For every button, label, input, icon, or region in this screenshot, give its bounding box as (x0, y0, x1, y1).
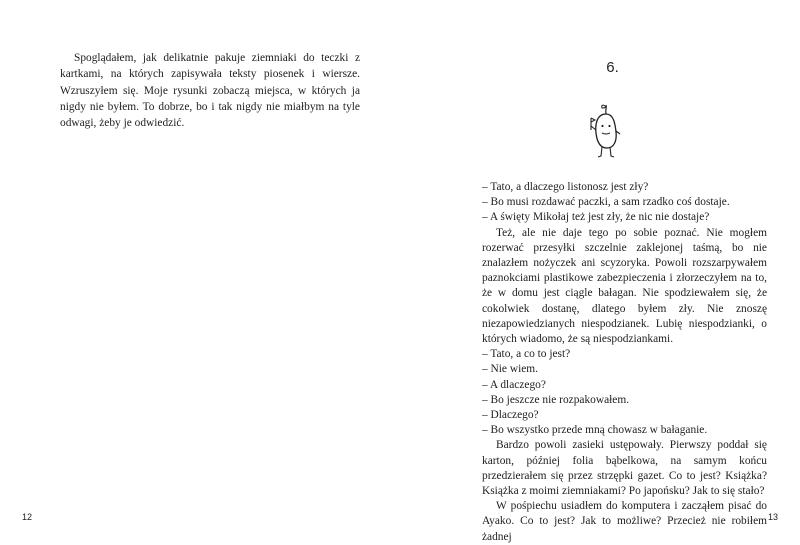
body-paragraph: Bardzo powoli zasieki ustępowały. Pierwszy poddał się karton, później folia bąbelkowa, na samym końcu przedzierałem się przez strzępki gazet. Co to jest? Książka? Książka z moimi ziemniakami? Po japońsku? Jak to się stało? (482, 439, 767, 498)
dialog-line: – Dlaczego? (482, 409, 539, 422)
right-page (400, 0, 800, 543)
potato-character-illustration (586, 100, 626, 164)
chapter-number: 6. (606, 59, 619, 76)
page-number-right: 13 (767, 512, 778, 522)
dialog-line: – A święty Mikołaj też jest zły, że nic nie dostaje? (482, 211, 710, 224)
dialog-line: – Tato, a dlaczego listonosz jest zły? (482, 181, 649, 193)
dialog-line: – Nie wiem. (482, 363, 538, 376)
body-paragraph: Też, ale nie daje tego po sobie poznać. Nie mogłem rozerwać przesyłki szczelnie zaklejonej taśmą, bo nie znalazłem nożyczek ani scyzoryka. Powoli rozszarpywałem paznokciami plastikowe zabezpieczenia i złorzeczyłem na to, że w domu jest ciągle bałagan. Nie spodziewałem się, że cokolwiek dostanę, dlatego byłem zły. Nie znoszę niezapowiedzianych niespodzianek. Lubię niespodzianki, o których wiadomo, że są niespodziankami. (482, 226, 767, 346)
left-page-text (60, 50, 360, 131)
body-paragraph: W pośpiechu usiadłem do komputera i zacząłem pisać do Ayako. Co to jest? Jak to możliwe? Przecież nie robiłem żadnej (482, 500, 767, 543)
dialog-line: – Bo wszystko przede mną chowasz w bałaganie. (482, 424, 708, 437)
dialog-line: – Bo musi rozdawać paczki, a sam rzadko coś dostaje. (482, 196, 730, 209)
left-page (0, 0, 400, 540)
page-number-left: 12 (22, 512, 33, 522)
right-page-text (482, 180, 767, 545)
dialog-line: – Bo jeszcze nie rozpakowałem. (482, 393, 630, 406)
dialog-line: – Tato, a co to jest? (482, 348, 571, 361)
dialog-line: – A dlaczego? (482, 378, 546, 391)
left-paragraph: Spoglądałem, jak delikatnie pakuje ziemniaki do teczki z kartkami, na których zapisywała teksty piosenek i wiersze. Wzruszyłem się. Moje rysunki zobaczą miejsca, w których ja nigdy nie byłem. To dobrze, bo i tak nigdy nie miałbym na tyle odwagi, żeby je odwiedzić. (60, 52, 360, 130)
